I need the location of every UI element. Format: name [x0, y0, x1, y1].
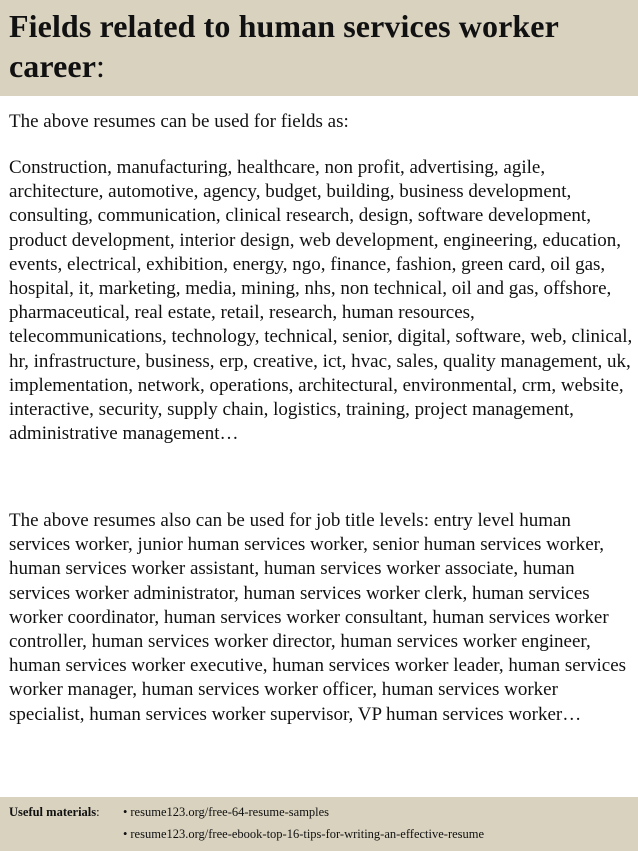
bullet-icon: • [123, 805, 128, 819]
useful-materials-colon: : [96, 805, 100, 819]
resume-samples-link[interactable] [123, 802, 329, 822]
resume-samples-link-text: resume123.org/free-64-resume-samples [130, 805, 330, 819]
title-banner [0, 0, 638, 96]
useful-materials-label-text: Useful materials [9, 805, 97, 819]
ebook-tips-link-text: resume123.org/free-ebook-top-16-tips-for-writing-an-effective-resume [130, 827, 485, 841]
fields-intro: The above resumes can be used for fields as: [9, 111, 349, 132]
ebook-tips-link[interactable] [123, 824, 484, 844]
useful-materials-footer [0, 797, 638, 851]
page-title-colon: : [96, 48, 106, 84]
page-title-text: Fields related to human services worker career [9, 8, 559, 84]
fields-list-paragraph: Construction, manufacturing, healthcare, non profit, advertising, agile, architecture, automotive, agency, budget, building, business development, consulting, communication, clinical research, design, software development, product development, interior design, web development, engineering, education, events, electrical, exhibition, energy, ngo, finance, fashion, green card, oil gas, hospital, it, marketing, media, mining, nhs, non technical, oil and gas, offshore, pharmaceutical, real estate, retail, research, human resources, telecommunications, technology, technical, senior, digital, software, web, clinical, hr, infrastructure, business, erp, creative, ict, hvac, sales, quality management, uk, implementation, network, operations, architectural, environmental, crm, website, interactive, security, supply chain, logistics, training, project management, administrative management… [9, 157, 633, 445]
job-levels-paragraph: The above resumes also can be used for job title levels: entry level human services worker, junior human services worker, senior human services worker, human services worker assistant, human services worker associate, human services worker administrator, human services worker clerk, human services worker coordinator, human services worker consultant, human services worker controller, human services worker director, human services worker engineer, human services worker executive, human services worker leader, human services worker manager, human services worker officer, human services worker specialist, human services worker supervisor, VP human services worker… [9, 510, 627, 725]
useful-materials-label [9, 802, 100, 822]
bullet-icon: • [123, 827, 128, 841]
page-title [9, 6, 631, 86]
